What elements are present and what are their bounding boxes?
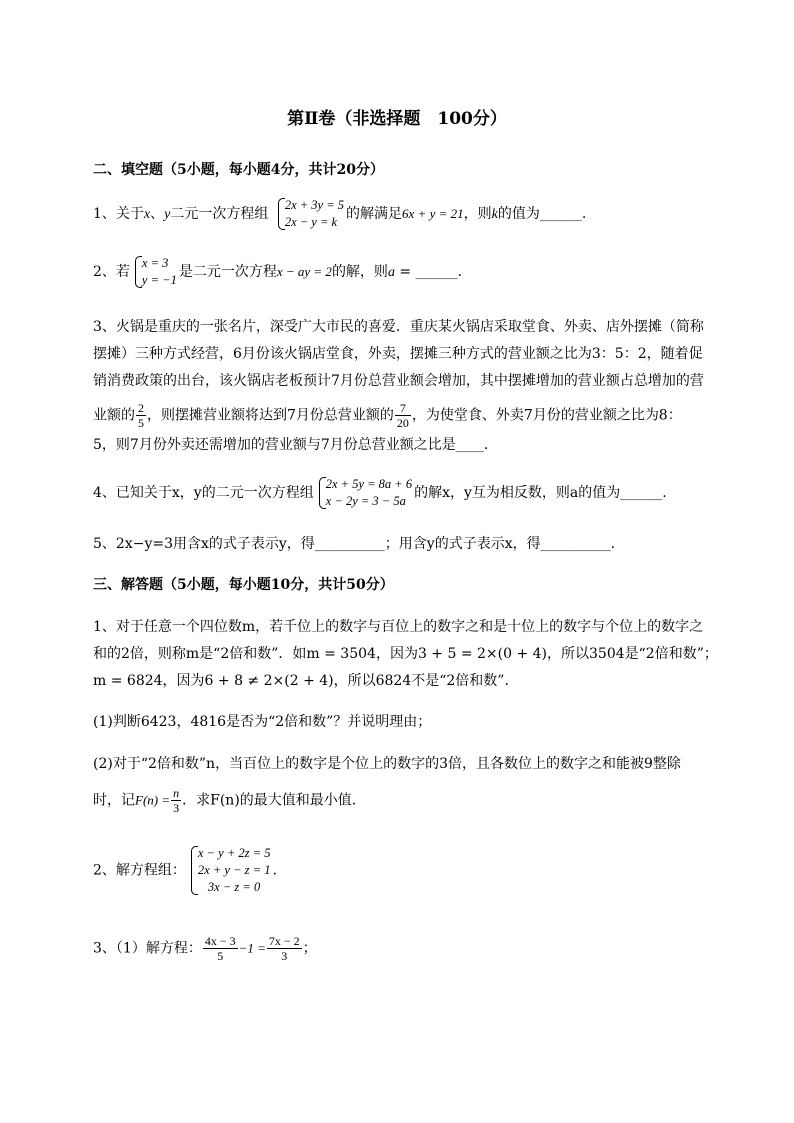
s3-q1-line-3: m = 6824，因为6 + 8 ≠ 2×(2 + 4)，所以6824不是“2倍和数”. (93, 673, 509, 689)
q3-line-1: 3、火锅是重庆的一张名片，深受广大市民的喜爱．重庆某火锅店采取堂食、外卖、店外摆摊（简称 (93, 319, 704, 335)
q3-frac1-den: 5 (138, 416, 144, 430)
q3-frac2-num: 7 (395, 401, 411, 416)
q3-line4c: ，为使堂食、外卖7月份的营业额之比为8： (411, 407, 682, 424)
q3-line-3: 销消费政策的出台，该火锅店老板预计7月份总营业额会增加，其中摆摊增加的营业额占总增加的营 (93, 373, 704, 389)
fill-question-1 (93, 197, 586, 231)
q1-y: y (164, 207, 171, 222)
q2-a: a (387, 265, 395, 280)
q3-line-5: 5，则7月份外卖还需增加的营业额与7月份总营业额之比是____. (93, 437, 489, 453)
s3-q3-mid: −1 = (238, 940, 266, 956)
s3-question-3 (93, 934, 317, 963)
s3-q3-pre: 3、（1）解方程： (93, 940, 202, 957)
q2-post1: 的解，则 (331, 264, 388, 280)
s3-q1-frac-den: 3 (173, 801, 180, 815)
q1-condition: 6x + y = 21 (402, 206, 464, 221)
s3-q2-eq1: x − y + 2z = 5 (197, 846, 271, 860)
q1-x: x (143, 207, 151, 222)
q2-eq1: x = 3 (141, 256, 169, 270)
q4-eq1: 2x + 5y = 8a + 6 (325, 477, 413, 491)
s3-q3-den2: 3 (281, 949, 288, 963)
q2-post2: = ______. (394, 264, 463, 280)
s3-q1-sub2b-pre: 时，记 (93, 792, 135, 809)
q1-eq1: 2x + 3y = 5 (284, 198, 345, 212)
q1-post2: ，则 (463, 206, 492, 222)
q1-post1: 的解满足 (346, 206, 403, 222)
q1-sep: 、 (150, 206, 165, 222)
q1-mid: 二元一次方程组 (170, 206, 269, 222)
q4-equation-system (316, 476, 412, 510)
q3-fraction-7-20 (395, 401, 411, 430)
fill-question-4 (93, 476, 667, 510)
q2-mid: 是二元一次方程 (178, 264, 277, 280)
q3-line-2: 摆摊）三种方式经营，6月份该火锅店堂食，外卖，摆摊三种方式的营业额之比为3：5：2，随着促 (93, 346, 703, 362)
s3-q3-num1: 4x − 3 (204, 934, 236, 948)
q1-pre: 1、关于 (93, 206, 144, 222)
q1-equation-system (275, 197, 344, 231)
s3-q3-den1: 5 (217, 949, 224, 963)
s3-q1-sub2b-post: ．求F(n)的最大值和最小值. (182, 792, 357, 809)
q3-line4a: 业额的 (93, 407, 135, 424)
q3-fraction-2-5 (136, 401, 146, 430)
q4-pre: 4、已知关于x，y的二元一次方程组 (93, 485, 314, 501)
s3-q2-post: . (272, 862, 277, 879)
s3-q2-eq2: 2x + y − z = 1 (197, 863, 271, 877)
s3-q1-sub1: (1)判断6423，4816是否为“2倍和数”？并说明理由； (93, 714, 432, 730)
q2-pre: 2、若 (93, 264, 130, 280)
s3-q1-sub2: (2)对于“2倍和数”n，当百位上的数字是个位上的数字的3倍，且各数位上的数字之和能被9整除 (93, 756, 681, 772)
q1-k: k (491, 207, 498, 222)
s3-question-2 (93, 845, 277, 896)
s3-q2-pre: 2、解方程组： (93, 862, 186, 879)
q2-solution-system (132, 255, 177, 289)
s3-q1-line-2: 和的2倍，则称m是“2倍和数”．如m = 3504，因为3 + 5 = 2×(0 + 4)，所以3504是“2倍和数”； (93, 646, 718, 662)
s3-q2-eq3: 3x − z = 0 (207, 880, 261, 894)
s3-q1-line-1: 1、对于任意一个四位数m，若千位上的数字与百位上的数字之和是十位上的数字与个位上的数字之 (93, 619, 704, 635)
q4-post: 的解x，y互为相反数，则a的值为______. (414, 485, 667, 501)
q3-frac2-den: 20 (396, 416, 409, 430)
q4-eq2: x − 2y = 3 − 5a (325, 494, 406, 508)
q3-frac1-num: 2 (138, 401, 144, 415)
s3-q1-frac-num: n (173, 786, 180, 800)
page-title: 第Ⅱ卷（非选择题 100分） (287, 109, 507, 129)
s3-q1-sub2b (93, 786, 356, 815)
q3-line-4 (93, 401, 682, 430)
s3-q2-equation-system (188, 845, 271, 896)
section-fill-in-header: 二、填空题（5小题，每小题4分，共计20分） (93, 162, 384, 178)
s3-q3-num2: 7x − 2 (268, 934, 300, 948)
q2-equation: x − ay = 2 (276, 264, 332, 279)
q3-line4b: ，则摆摊营业额将达到7月份总营业额的 (147, 407, 394, 424)
s3-q3-fraction-left (203, 934, 238, 963)
s3-q1-fraction-n-3 (171, 786, 181, 815)
s3-q3-post: ； (302, 940, 317, 957)
s3-q1-function: F(n) = (135, 792, 171, 808)
q2-eq2: y = −1 (141, 273, 177, 287)
section-solve-header: 三、解答题（5小题，每小题10分，共计50分） (93, 577, 394, 593)
s3-q3-fraction-right (267, 934, 302, 963)
q1-eq2: 2x − y = k (284, 215, 338, 229)
fill-question-5: 5、2x−y=3用含x的式子表示y，得__________；用含y的式子表示x，得__________. (93, 536, 616, 552)
fill-question-2 (93, 255, 462, 289)
q1-post3: 的值为______. (497, 206, 587, 222)
